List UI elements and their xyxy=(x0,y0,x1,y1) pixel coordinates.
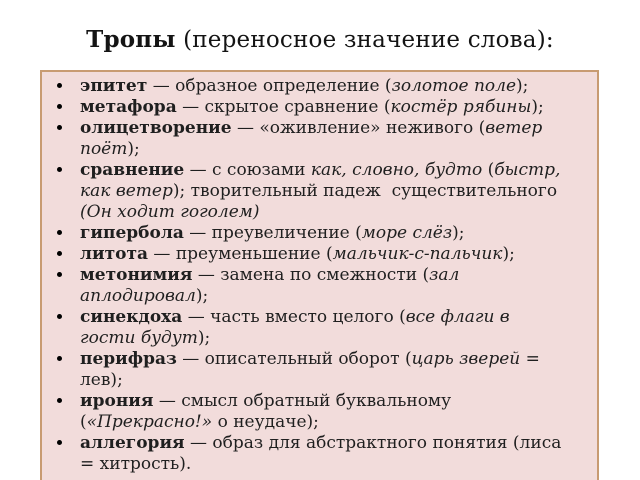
text-segment-italic: быстр, как ветер xyxy=(80,160,561,201)
text-segment-regular: — замена по смежности ( xyxy=(192,265,430,285)
trope-list xyxy=(42,72,597,475)
text-segment-bold: Тропы xyxy=(86,26,176,53)
text-segment-regular: ); xyxy=(531,97,544,117)
text-segment-bold: гипербола xyxy=(80,223,184,243)
text-segment-regular: = лев); xyxy=(80,349,540,390)
text-segment-italic: золотое поле xyxy=(391,76,517,96)
text-segment-regular: — образное определение ( xyxy=(147,76,392,96)
text-segment-regular: — преувеличение ( xyxy=(183,223,362,243)
text-segment-regular: (переносное значение слова): xyxy=(175,27,554,53)
text-segment-italic: царь зверей xyxy=(411,349,521,369)
list-item-sravnenie xyxy=(80,160,569,223)
text-segment-regular: ); xyxy=(502,244,515,264)
list-item-metafora xyxy=(80,97,569,118)
text-segment-regular: — смысл обратный буквальному ( xyxy=(80,391,452,432)
text-segment-regular: ); xyxy=(516,76,529,96)
text-segment-regular: ); творительный падеж существительного xyxy=(172,181,558,201)
text-segment-regular: ); xyxy=(127,139,140,159)
text-segment-italic: как, словно, будто xyxy=(310,160,483,180)
text-segment-regular: — с союзами xyxy=(184,160,311,180)
text-segment-italic: мальчик-с-пальчик xyxy=(332,244,503,264)
list-item-epitet xyxy=(80,76,569,97)
list-item-allegoriya xyxy=(80,433,569,475)
list-item-perifraz xyxy=(80,349,569,391)
text-segment-italic: «Прекрасно!» xyxy=(86,412,213,432)
text-segment-italic: все флаги в гости будут xyxy=(80,307,510,348)
text-segment-bold: аллегория xyxy=(80,433,185,453)
text-segment-regular: — описательный оборот ( xyxy=(176,349,412,369)
text-segment-regular: — образ для абстрактного понятия (лиса = хитрость). xyxy=(80,433,562,474)
text-segment-italic: костёр рябины xyxy=(390,97,532,117)
list-item-giperbola xyxy=(80,223,569,244)
text-segment-regular: — преуменьшение ( xyxy=(148,244,333,264)
text-segment-regular: ( xyxy=(482,160,495,180)
text-segment-bold: синекдоха xyxy=(80,307,183,327)
text-segment-italic: море слёз xyxy=(361,223,453,243)
text-segment-italic: (Он ходит гоголем) xyxy=(80,202,260,222)
list-item-olitsetvorenie xyxy=(80,118,569,160)
text-segment-regular: ); xyxy=(197,328,211,348)
text-segment-regular: — «оживление» неживого ( xyxy=(231,118,486,138)
text-segment-regular: о неудаче); xyxy=(212,412,319,432)
text-segment-regular: — часть вместо целого ( xyxy=(182,307,406,327)
text-segment-italic: зал аплодировал xyxy=(80,265,460,306)
text-segment-bold: перифраз xyxy=(80,349,177,369)
text-segment-bold: сравнение xyxy=(80,160,185,180)
text-segment-bold: литота xyxy=(80,244,149,264)
text-segment-regular: ); xyxy=(452,223,465,243)
content-panel xyxy=(40,70,599,480)
text-segment-bold: ирония xyxy=(80,391,154,411)
text-segment-regular: — скрытое сравнение ( xyxy=(176,97,391,117)
text-segment-italic: ветер поёт xyxy=(80,118,543,159)
text-segment-bold: метафора xyxy=(80,97,177,117)
list-item-metonimiya xyxy=(80,265,569,307)
list-item-ironiya xyxy=(80,391,569,433)
text-segment-bold: олицетворение xyxy=(80,118,232,138)
text-segment-bold: эпитет xyxy=(80,76,148,96)
slide-title xyxy=(0,25,640,55)
list-item-sinekdoha xyxy=(80,307,569,349)
text-segment-bold: метонимия xyxy=(80,265,193,285)
text-segment-regular: ); xyxy=(195,286,209,306)
list-item-litota xyxy=(80,244,569,265)
